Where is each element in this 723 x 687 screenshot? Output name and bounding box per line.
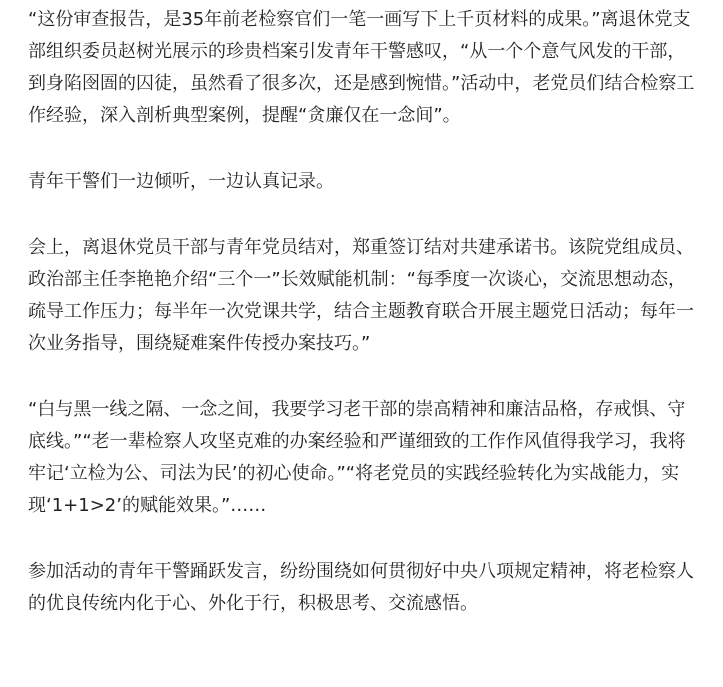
paragraph-youth-quotes: “白与黑一线之隔、一念之间，我要学习老干部的崇高精神和廉洁品格，存戒惧、守底线。”“老一辈检察人攻坚克难的办案经验和严谨细致的工作作风值得我学习，我将牢记‘立检为公、司法为民’的初心使命。”“将老党员的实践经验转化为实战能力，实现‘1+1>2’的赋能效果。”…… bbox=[28, 399, 686, 516]
paragraph-pairing-mechanism: 会上，离退休党员干部与青年党员结对，郑重签订结对共建承诺书。该院党组成员、政治部主任李艳艳介绍“三个一”长效赋能机制：“每季度一次谈心，交流思想动态，疏导工作压力；每半年一次党课共学，结合主题教育联合开展主题党日活动；每年一次业务指导，围绕疑难案件传授办案技巧。” bbox=[28, 237, 694, 354]
paragraph-discussion: 参加活动的青年干警踊跃发言，纷纷围绕如何贯彻好中央八项规定精神，将老检察人的优良传统内化于心、外化于行，积极思考、交流感悟。 bbox=[28, 561, 694, 614]
paragraph-listening: 青年干警们一边倾听，一边认真记录。 bbox=[28, 171, 334, 192]
paragraph-archive-review: “这份审查报告，是35年前老检察官们一笔一画写下上千页材料的成果。”离退休党支部组织委员赵树光展示的珍贵档案引发青年干警感叹，“从一个个意气风发的干部，到身陷囹圄的囚徒，虽然看了很多次，还是感到惋惜。”活动中，老党员们结合检察工作经验，深入剖析典型案例，提醒“贪廉仅在一念间”。 bbox=[28, 9, 695, 126]
article-body bbox=[28, 4, 700, 654]
